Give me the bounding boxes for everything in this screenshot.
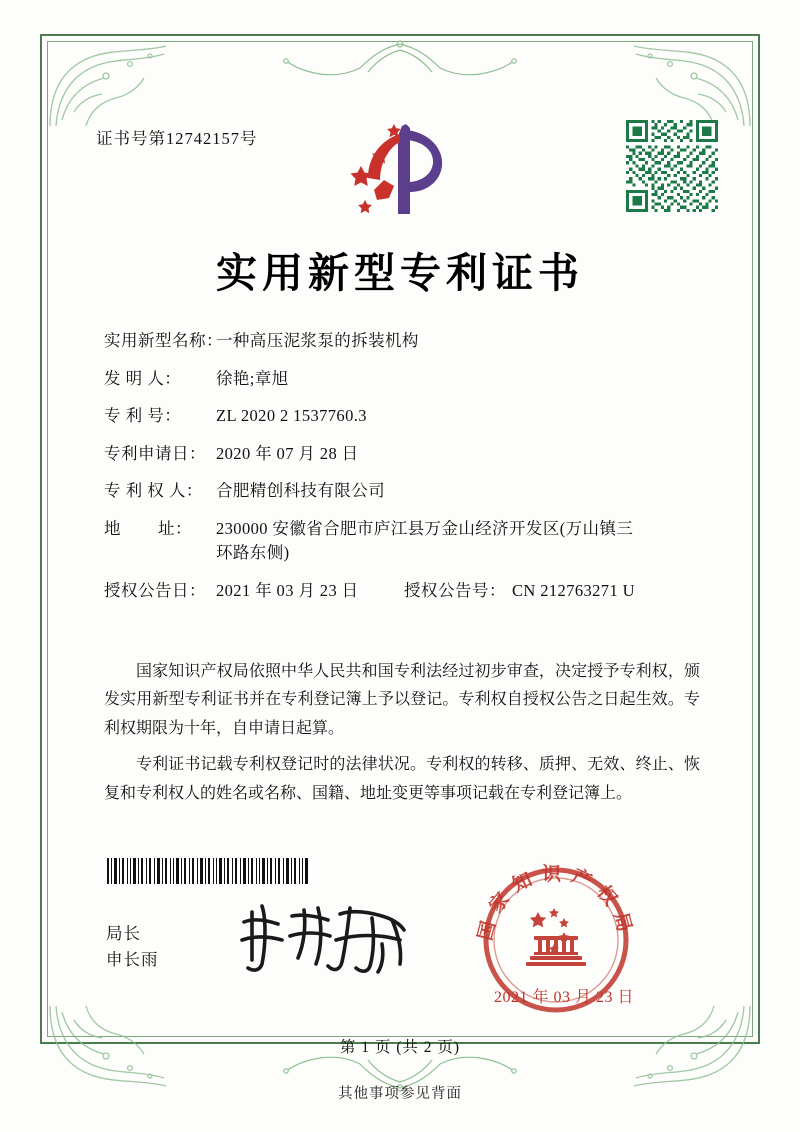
certificate-fields — [104, 333, 704, 620]
certificate-number: 证书号第12742157号 — [96, 129, 258, 148]
field-label: 专利申请日： — [104, 443, 206, 463]
signature-title: 局长 — [106, 924, 141, 943]
corner-flourish-icon — [604, 40, 754, 130]
signature-block — [106, 921, 159, 972]
field-value: 合肥精创科技有限公司 — [216, 481, 385, 500]
svg-text:国家知识产权局: 国家知识产权局 — [474, 863, 638, 943]
field-value — [216, 518, 704, 562]
qr-code — [626, 120, 718, 212]
top-ornament-icon — [250, 38, 550, 84]
field-value: CN 212763271 U — [512, 580, 635, 600]
handwritten-signature — [232, 900, 422, 978]
field-label: 授权公告号： — [404, 580, 506, 600]
paragraph-2: 专利证书记载专利权登记时的法律状况。专利权的转移、质押、无效、终止、恢复和专利权人的姓名或名称、国籍、地址变更等事项记载在专利登记簿上。 — [104, 756, 700, 802]
field-announcement — [104, 580, 704, 600]
barcode — [106, 858, 312, 884]
field-value: 2020 年 07 月 28 日 — [216, 443, 359, 463]
field-label: 实用新型名称： — [104, 331, 223, 350]
footer-note: 其他事项参见背面 — [338, 1086, 462, 1102]
page-number: 第 1 页 (共 2 页) — [339, 1039, 461, 1056]
field-label: 专 利 权 人： — [104, 481, 203, 500]
field-value: 一种高压泥浆泵的拆装机构 — [216, 331, 419, 350]
field-patent-number — [104, 408, 704, 425]
paragraph-1: 国家知识产权局依照中华人民共和国专利法经过初步审查，决定授予专利权，颁发实用新型专利证书并在专利登记簿上予以登记。专利权自授权公告之日起生效。专利权期限为十年，自申请日起算。 — [104, 663, 700, 737]
field-announcement-date — [104, 580, 404, 600]
field-announcement-number — [404, 580, 635, 600]
field-label: 专 利 号： — [104, 406, 182, 425]
field-address — [104, 518, 704, 562]
field-value-line1: 230000 安徽省合肥市庐江县万金山经济开发区(万山镇三 — [216, 518, 634, 538]
page-title: 实用新型专利证书 — [216, 249, 584, 297]
signature-name: 申长雨 — [106, 949, 159, 969]
field-utility-model-name — [104, 333, 704, 350]
seal-date: 2021 年 03 月 23 日 — [494, 989, 635, 1006]
field-label: 发 明 人： — [104, 368, 182, 388]
field-application-date — [104, 443, 704, 463]
field-value-line2: 环路东侧) — [216, 543, 290, 562]
field-patentee — [104, 483, 704, 500]
field-label: 授权公告日： — [104, 580, 206, 600]
cnipa-logo-icon — [340, 118, 465, 223]
corner-flourish-icon — [46, 40, 196, 130]
field-value: 徐艳;章旭 — [216, 368, 289, 388]
field-inventor — [104, 368, 704, 388]
field-value: 2021 年 03 月 23 日 — [216, 580, 359, 600]
field-value: ZL 2020 2 1537760.3 — [216, 406, 367, 425]
certificate-body-text — [104, 658, 700, 816]
field-label: 地 址： — [104, 518, 192, 538]
